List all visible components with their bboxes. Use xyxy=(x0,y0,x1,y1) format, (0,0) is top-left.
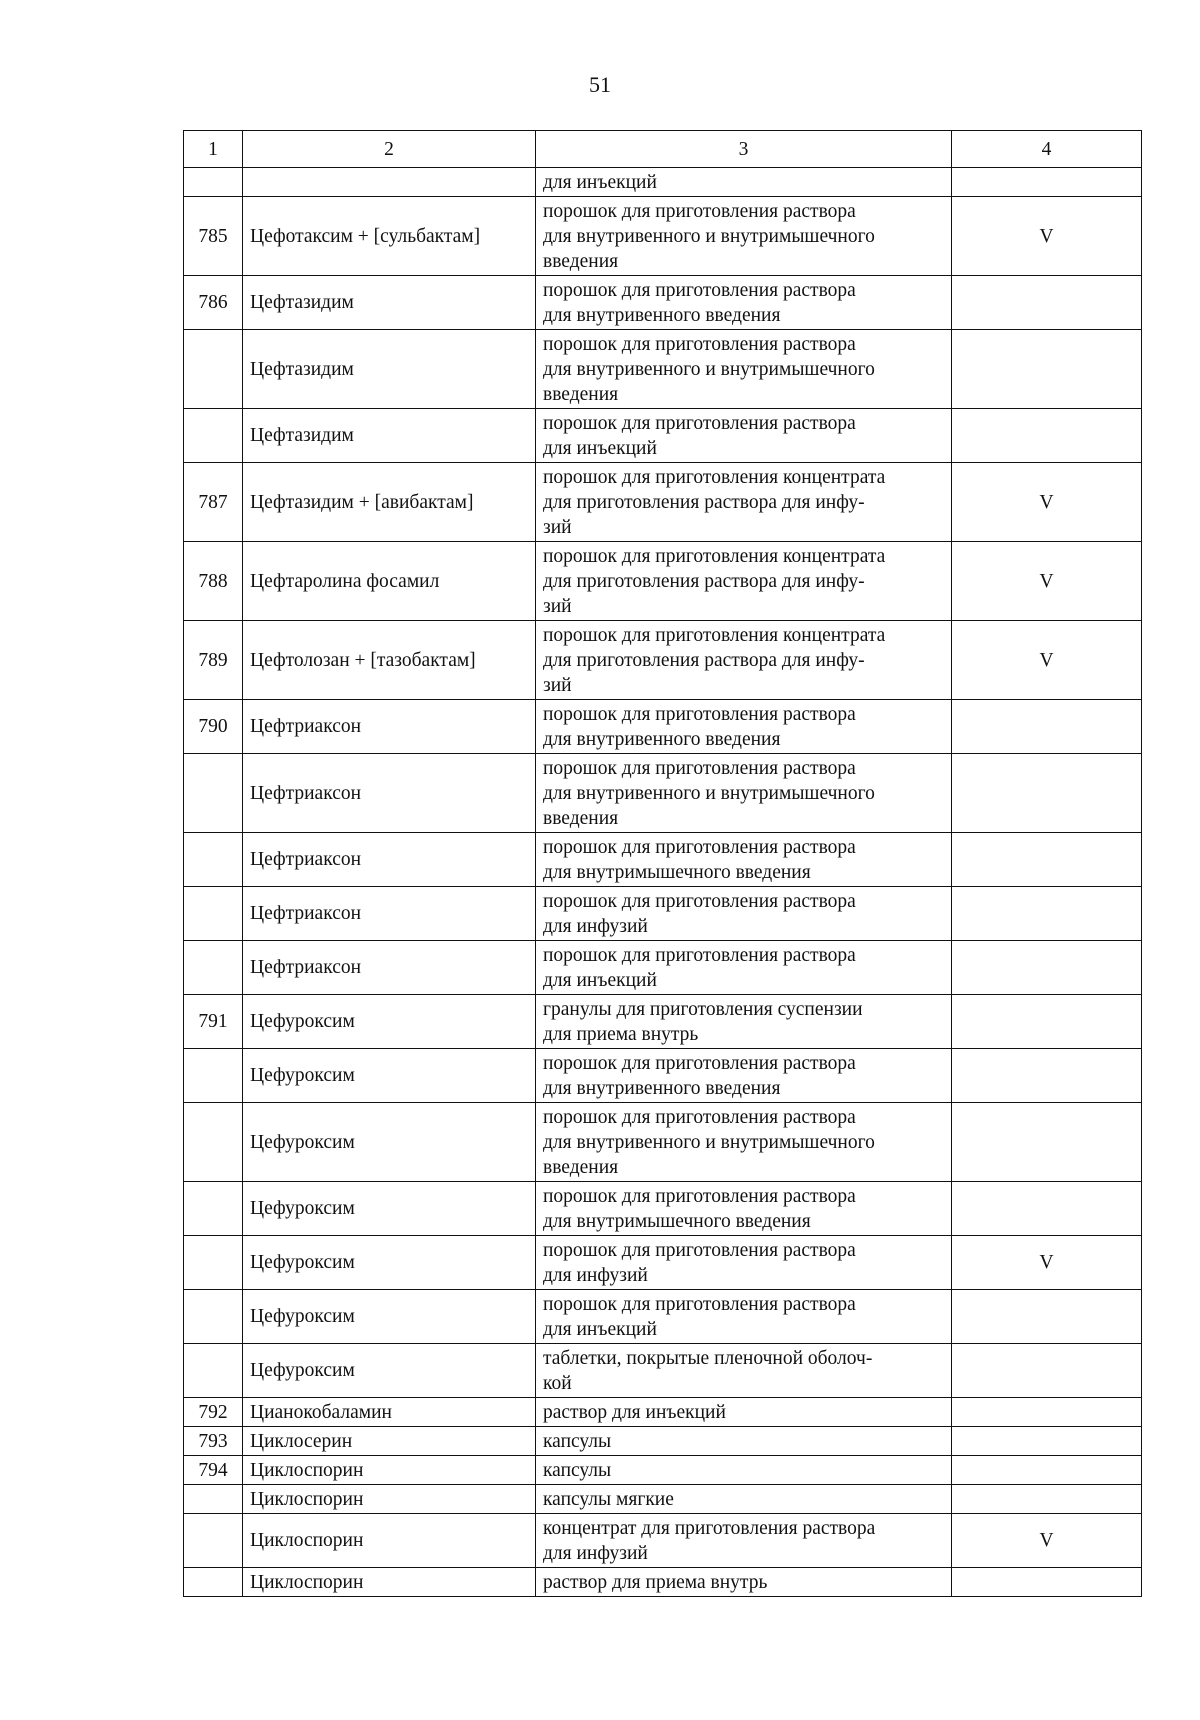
drug-name-cell: Цефтаролина фосамил xyxy=(243,542,536,621)
drug-name-cell: Циклоспорин xyxy=(243,1568,536,1597)
row-number-cell xyxy=(184,887,243,941)
row-number-cell xyxy=(184,1568,243,1597)
mark-cell xyxy=(952,995,1142,1049)
dosage-form-cell: капсулы xyxy=(536,1456,952,1485)
dosage-form-cell: капсулы xyxy=(536,1427,952,1456)
table-row xyxy=(184,887,1142,941)
table-row xyxy=(184,1290,1142,1344)
mark-cell xyxy=(952,1182,1142,1236)
drug-name-cell: Цефуроксим xyxy=(243,1049,536,1103)
dosage-form-cell: гранулы для приготовления суспензии для приема внутрь xyxy=(536,995,952,1049)
drug-name-cell: Циклосерин xyxy=(243,1427,536,1456)
mark-cell xyxy=(952,1427,1142,1456)
mark-cell xyxy=(952,409,1142,463)
table-row xyxy=(184,1485,1142,1514)
row-number-cell xyxy=(184,1514,243,1568)
dosage-form-cell: капсулы мягкие xyxy=(536,1485,952,1514)
mark-cell xyxy=(952,1485,1142,1514)
dosage-form-cell: порошок для приготовления раствора для инъекций xyxy=(536,1290,952,1344)
table-row xyxy=(184,995,1142,1049)
row-number-cell xyxy=(184,168,243,197)
row-number-cell xyxy=(184,1182,243,1236)
row-number-cell xyxy=(184,1049,243,1103)
drug-name-cell: Цефуроксим xyxy=(243,1182,536,1236)
table-row xyxy=(184,542,1142,621)
drug-name-cell: Цефтазидим + [авибактам] xyxy=(243,463,536,542)
mark-cell xyxy=(952,1456,1142,1485)
header-col-4: 4 xyxy=(952,131,1142,168)
mark-cell: V xyxy=(952,621,1142,700)
dosage-form-cell: порошок для приготовления раствора для инфузий xyxy=(536,1236,952,1290)
row-number-cell: 789 xyxy=(184,621,243,700)
dosage-form-cell: порошок для приготовления раствора для внутривенного введения xyxy=(536,276,952,330)
drug-name-cell: Циклоспорин xyxy=(243,1456,536,1485)
drug-name-cell: Цефуроксим xyxy=(243,1290,536,1344)
dosage-form-cell: порошок для приготовления раствора для внутривенного и внутримышечного введения xyxy=(536,197,952,276)
table-row xyxy=(184,1514,1142,1568)
mark-cell xyxy=(952,330,1142,409)
header-col-1: 1 xyxy=(184,131,243,168)
dosage-form-cell: порошок для приготовления концентрата для приготовления раствора для инфу- зий xyxy=(536,463,952,542)
table-row xyxy=(184,1182,1142,1236)
dosage-form-cell: порошок для приготовления раствора для внутривенного введения xyxy=(536,700,952,754)
mark-cell xyxy=(952,887,1142,941)
mark-cell: V xyxy=(952,197,1142,276)
drug-table xyxy=(183,130,1142,1597)
table-header-row xyxy=(184,131,1142,168)
row-number-cell xyxy=(184,1290,243,1344)
table-row xyxy=(184,1456,1142,1485)
mark-cell xyxy=(952,276,1142,330)
row-number-cell: 792 xyxy=(184,1398,243,1427)
drug-name-cell: Цефтриаксон xyxy=(243,754,536,833)
mark-cell xyxy=(952,1344,1142,1398)
table-row xyxy=(184,1398,1142,1427)
mark-cell xyxy=(952,1568,1142,1597)
row-number-cell xyxy=(184,754,243,833)
header-col-3: 3 xyxy=(536,131,952,168)
mark-cell xyxy=(952,941,1142,995)
table-row xyxy=(184,621,1142,700)
table-row xyxy=(184,276,1142,330)
mark-cell: V xyxy=(952,1514,1142,1568)
row-number-cell: 785 xyxy=(184,197,243,276)
dosage-form-cell: порошок для приготовления раствора для внутривенного и внутримышечного введения xyxy=(536,754,952,833)
row-number-cell: 790 xyxy=(184,700,243,754)
dosage-form-cell: порошок для приготовления раствора для внутривенного и внутримышечного введения xyxy=(536,330,952,409)
table-row xyxy=(184,941,1142,995)
row-number-cell: 791 xyxy=(184,995,243,1049)
mark-cell xyxy=(952,1103,1142,1182)
row-number-cell: 786 xyxy=(184,276,243,330)
drug-name-cell: Цефтазидим xyxy=(243,330,536,409)
drug-name-cell: Цианокобаламин xyxy=(243,1398,536,1427)
table-row xyxy=(184,1049,1142,1103)
drug-name-cell: Цефтолозан + [тазобактам] xyxy=(243,621,536,700)
dosage-form-cell: порошок для приготовления раствора для инъекций xyxy=(536,941,952,995)
mark-cell: V xyxy=(952,463,1142,542)
table-row xyxy=(184,754,1142,833)
dosage-form-cell: порошок для приготовления раствора для инъекций xyxy=(536,409,952,463)
drug-name-cell: Цефуроксим xyxy=(243,1103,536,1182)
row-number-cell: 793 xyxy=(184,1427,243,1456)
table-row xyxy=(184,1344,1142,1398)
drug-name-cell: Цефтазидим xyxy=(243,276,536,330)
drug-name-cell: Цефтриаксон xyxy=(243,700,536,754)
drug-name-cell: Цефуроксим xyxy=(243,1236,536,1290)
row-number-cell: 787 xyxy=(184,463,243,542)
table-row xyxy=(184,168,1142,197)
dosage-form-cell: для инъекций xyxy=(536,168,952,197)
page-number: 51 xyxy=(589,72,611,97)
table-row xyxy=(184,330,1142,409)
mark-cell xyxy=(952,754,1142,833)
drug-name-cell: Цефотаксим + [сульбактам] xyxy=(243,197,536,276)
table-row xyxy=(184,1103,1142,1182)
mark-cell: V xyxy=(952,542,1142,621)
row-number-cell xyxy=(184,1103,243,1182)
drug-name-cell: Цефтриаксон xyxy=(243,887,536,941)
drug-name-cell: Цефуроксим xyxy=(243,995,536,1049)
row-number-cell: 794 xyxy=(184,1456,243,1485)
mark-cell xyxy=(952,168,1142,197)
dosage-form-cell: раствор для инъекций xyxy=(536,1398,952,1427)
dosage-form-cell: порошок для приготовления раствора для внутривенного и внутримышечного введения xyxy=(536,1103,952,1182)
mark-cell xyxy=(952,1290,1142,1344)
table-row xyxy=(184,1427,1142,1456)
row-number-cell xyxy=(184,1236,243,1290)
row-number-cell: 788 xyxy=(184,542,243,621)
table-body xyxy=(184,168,1142,1597)
mark-cell xyxy=(952,1049,1142,1103)
drug-name-cell: Цефтриаксон xyxy=(243,833,536,887)
row-number-cell xyxy=(184,1485,243,1514)
drug-name-cell: Циклоспорин xyxy=(243,1514,536,1568)
row-number-cell xyxy=(184,941,243,995)
drug-name-cell: Циклоспорин xyxy=(243,1485,536,1514)
row-number-cell xyxy=(184,330,243,409)
table-row xyxy=(184,463,1142,542)
dosage-form-cell: порошок для приготовления раствора для внутримышечного введения xyxy=(536,833,952,887)
dosage-form-cell: порошок для приготовления концентрата для приготовления раствора для инфу- зий xyxy=(536,621,952,700)
mark-cell xyxy=(952,700,1142,754)
table-row xyxy=(184,1568,1142,1597)
drug-name-cell: Цефтазидим xyxy=(243,409,536,463)
mark-cell xyxy=(952,1398,1142,1427)
drug-name-cell xyxy=(243,168,536,197)
row-number-cell xyxy=(184,1344,243,1398)
dosage-form-cell: порошок для приготовления раствора для внутривенного введения xyxy=(536,1049,952,1103)
dosage-form-cell: порошок для приготовления концентрата для приготовления раствора для инфу- зий xyxy=(536,542,952,621)
mark-cell xyxy=(952,833,1142,887)
dosage-form-cell: порошок для приготовления раствора для инфузий xyxy=(536,887,952,941)
drug-name-cell: Цефуроксим xyxy=(243,1344,536,1398)
header-col-2: 2 xyxy=(243,131,536,168)
table-row xyxy=(184,1236,1142,1290)
dosage-form-cell: раствор для приема внутрь xyxy=(536,1568,952,1597)
table-row xyxy=(184,197,1142,276)
row-number-cell xyxy=(184,409,243,463)
table-row xyxy=(184,833,1142,887)
table-row xyxy=(184,700,1142,754)
row-number-cell xyxy=(184,833,243,887)
mark-cell: V xyxy=(952,1236,1142,1290)
dosage-form-cell: концентрат для приготовления раствора для инфузий xyxy=(536,1514,952,1568)
dosage-form-cell: таблетки, покрытые пленочной оболоч- кой xyxy=(536,1344,952,1398)
drug-name-cell: Цефтриаксон xyxy=(243,941,536,995)
dosage-form-cell: порошок для приготовления раствора для внутримышечного введения xyxy=(536,1182,952,1236)
table-row xyxy=(184,409,1142,463)
